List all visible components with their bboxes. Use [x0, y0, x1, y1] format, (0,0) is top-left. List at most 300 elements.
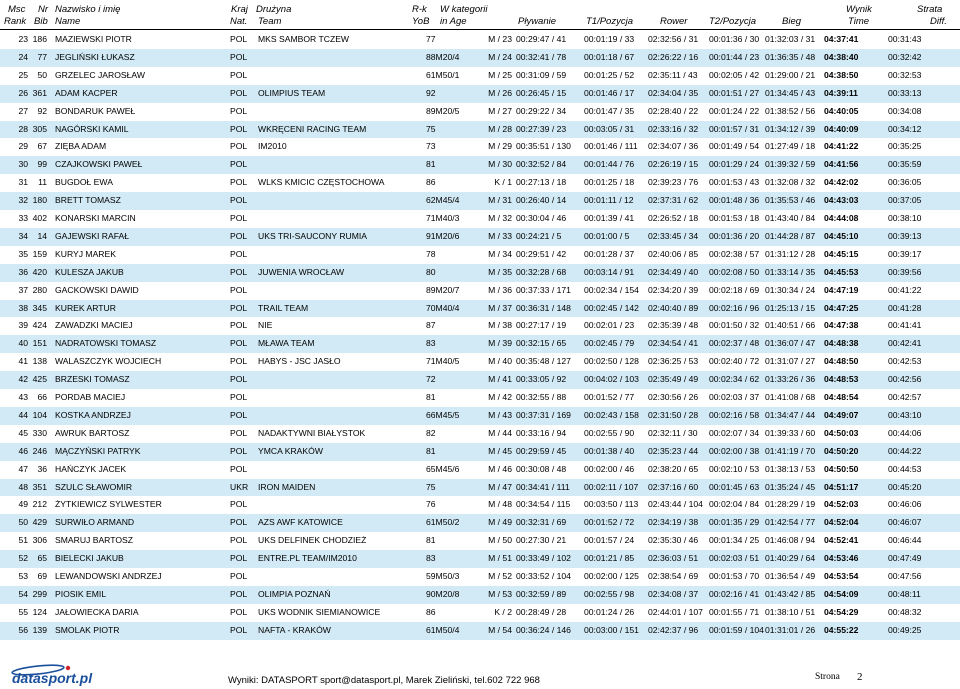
team-name: OLIMPIUS TEAM — [258, 87, 326, 98]
swim-split: 00:33:52 / 104 — [516, 571, 571, 581]
bike-split: 02:31:50 / 28 — [648, 409, 699, 420]
finish-time: 04:41:22 — [824, 141, 859, 152]
swim-split: 00:32:31 / 69 — [516, 517, 567, 528]
bib-cell: 159 — [32, 248, 47, 259]
table-row — [0, 138, 960, 156]
t1-split: 00:03:50 / 113 — [584, 499, 639, 510]
t2-split: 00:01:24 / 22 — [709, 105, 760, 116]
table-row — [0, 622, 960, 640]
rank-cell: 40 — [18, 338, 28, 349]
rank-cell: 56 — [18, 624, 28, 635]
t1-split: 00:02:45 / 142 — [584, 302, 639, 313]
swim-split: 00:32:28 / 68 — [516, 266, 567, 277]
athlete-name: ZAWADZKI MACIEJ — [55, 320, 133, 331]
rank-cell: 44 — [18, 409, 28, 420]
bib-cell: 65 — [37, 553, 47, 564]
nationality: POL — [230, 499, 248, 510]
yob-cell: 86 — [426, 177, 436, 188]
t1-split: 00:01:18 / 67 — [584, 51, 635, 62]
t2-split: 00:01:29 / 24 — [709, 159, 760, 170]
athlete-name: CZAJKOWSKI PAWEŁ — [55, 159, 143, 170]
run-split: 01:29:00 / 21 — [765, 69, 816, 80]
rank-cell: 45 — [18, 427, 28, 438]
finish-time: 04:44:08 — [824, 213, 859, 223]
table-row — [0, 282, 960, 300]
header-name-pl: Nazwisko i imię — [55, 4, 121, 15]
nationality: POL — [230, 105, 248, 116]
bike-split: 02:35:11 / 43 — [648, 69, 698, 80]
team-name: UKS TRI-SAUCONY RUMIA — [258, 230, 368, 241]
finish-time: 04:40:05 — [824, 105, 859, 116]
run-split: 01:28:29 / 19 — [765, 499, 816, 510]
rank-cell: 32 — [18, 195, 28, 206]
rank-cell: 43 — [18, 392, 28, 402]
bib-cell: 429 — [32, 517, 47, 528]
yob-cell: 89M20/7 — [426, 284, 460, 295]
age-category-rank: M / 43 — [488, 409, 512, 420]
athlete-name: WALASZCZYK WOJCIECH — [55, 356, 162, 367]
table-row — [0, 67, 960, 85]
t1-split: 00:01:46 / 17 — [584, 87, 635, 98]
age-category-rank: M / 23 — [488, 34, 512, 44]
run-split: 01:41:19 / 70 — [765, 445, 816, 456]
table-row — [0, 425, 960, 443]
age-category-rank: M / 29 — [488, 141, 512, 152]
table-row — [0, 300, 960, 318]
bike-split: 02:34:20 / 39 — [648, 284, 699, 295]
table-row — [0, 550, 960, 568]
run-split: 01:36:35 / 48 — [765, 51, 816, 62]
rank-cell: 49 — [18, 499, 28, 510]
rank-cell: 27 — [18, 105, 28, 116]
swim-split: 00:33:49 / 102 — [516, 553, 571, 564]
bib-cell: 138 — [32, 356, 47, 367]
header-inage: in Age — [440, 16, 467, 27]
bib-cell: 11 — [38, 177, 47, 188]
table-row — [0, 479, 960, 497]
swim-split: 00:29:47 / 41 — [516, 34, 567, 44]
athlete-name: BRZESKI TOMASZ — [55, 374, 130, 385]
t1-split: 00:01:25 / 52 — [584, 69, 635, 80]
time-difference: 00:48:11 — [888, 588, 921, 599]
t2-split: 00:02:38 / 57 — [709, 248, 760, 259]
t1-split: 00:02:11 / 107 — [584, 481, 639, 492]
time-difference: 00:46:06 — [888, 499, 922, 510]
swim-split: 00:26:40 / 14 — [516, 195, 567, 206]
bike-split: 02:33:45 / 34 — [648, 230, 699, 241]
bike-split: 02:38:54 / 69 — [648, 571, 699, 581]
age-category-rank: M / 31 — [488, 195, 512, 206]
t1-split: 00:01:57 / 24 — [584, 535, 635, 546]
swim-split: 00:37:33 / 171 — [516, 284, 571, 295]
nationality: POL — [230, 338, 248, 349]
table-row — [0, 496, 960, 514]
bike-split: 02:35:39 / 48 — [648, 320, 699, 331]
table-row — [0, 353, 960, 371]
header-bieg: Bieg — [782, 16, 802, 27]
athlete-name: SURWIŁO ARMAND — [55, 517, 135, 528]
finish-time: 04:55:22 — [824, 624, 859, 635]
nationality: POL — [230, 535, 248, 546]
athlete-name: KUREK ARTUR — [55, 302, 116, 313]
nationality: POL — [230, 69, 248, 80]
athlete-name: KURYJ MAREK — [55, 248, 116, 259]
athlete-name: KULESZA JAKUB — [55, 266, 124, 277]
yob-cell: 83 — [426, 553, 436, 564]
bib-cell: 420 — [32, 266, 47, 277]
header-rower: Rower — [660, 16, 688, 27]
rank-cell: 47 — [18, 463, 28, 474]
athlete-name: BUGDOŁ EWA — [55, 177, 113, 188]
bike-split: 02:28:40 / 22 — [648, 105, 699, 116]
time-difference: 00:34:12 — [888, 123, 922, 134]
finish-time: 04:45:15 — [824, 248, 859, 259]
rank-cell: 41 — [18, 356, 28, 367]
yob-cell: 62M45/4 — [426, 195, 460, 206]
table-row — [0, 568, 960, 586]
age-category-rank: M / 41 — [488, 374, 512, 385]
yob-cell: 81 — [426, 392, 436, 402]
team-name: UKS WODNIK SIEMIANOWICE — [258, 606, 381, 617]
header-msc: Msc — [8, 4, 26, 15]
finish-time: 04:50:50 — [824, 463, 859, 474]
nationality: POL — [230, 409, 248, 420]
t2-split: 00:01:57 / 31 — [709, 123, 760, 134]
t1-split: 00:03:00 / 151 — [584, 624, 639, 635]
swim-split: 00:24:21 / 5 — [516, 230, 562, 241]
t1-split: 00:01:39 / 41 — [584, 213, 635, 223]
t1-split: 00:01:19 / 33 — [584, 34, 635, 44]
athlete-name: JAŁOWIECKA DARIA — [55, 606, 139, 617]
athlete-name: PORDAB MACIEJ — [55, 392, 126, 402]
age-category-rank: K / 1 — [494, 177, 512, 188]
bib-cell: 66 — [37, 392, 47, 402]
run-split: 01:36:07 / 47 — [765, 338, 816, 349]
athlete-name: ŻYTKIEWICZ SYLWESTER — [55, 499, 162, 510]
t2-split: 00:02:40 / 72 — [709, 356, 760, 367]
swim-split: 00:32:55 / 88 — [516, 392, 567, 402]
finish-time: 04:48:54 — [824, 392, 859, 402]
nationality: POL — [230, 87, 248, 98]
nationality: POL — [230, 517, 248, 528]
t2-split: 00:01:34 / 25 — [709, 535, 760, 546]
rank-cell: 34 — [18, 230, 28, 241]
team-name: NIE — [258, 320, 273, 331]
rank-cell: 42 — [18, 374, 28, 385]
yob-cell: 89M20/5 — [426, 105, 460, 116]
bib-cell: 69 — [37, 571, 47, 581]
athlete-name: PIOSIK EMIL — [55, 588, 107, 599]
bib-cell: 299 — [32, 588, 47, 599]
age-category-rank: M / 50 — [488, 535, 512, 546]
team-name: NADAKTYWNI BIAŁYSTOK — [258, 427, 366, 438]
nationality: POL — [230, 51, 248, 62]
rank-cell: 53 — [18, 571, 28, 581]
team-name: AZS AWF KATOWICE — [258, 517, 343, 528]
t2-split: 00:01:48 / 36 — [709, 195, 760, 206]
t2-split: 00:02:18 / 69 — [709, 284, 760, 295]
yob-cell: 61M50/2 — [426, 517, 460, 528]
bib-cell: 67 — [37, 141, 47, 152]
t2-split: 00:02:16 / 96 — [709, 302, 760, 313]
time-difference: 00:42:41 — [888, 338, 922, 349]
run-split: 01:27:49 / 18 — [765, 141, 816, 152]
header-nat: Nat. — [230, 16, 248, 27]
table-row — [0, 389, 960, 407]
run-split: 01:35:53 / 46 — [765, 195, 816, 206]
rank-cell: 25 — [18, 69, 28, 80]
age-category-rank: M / 44 — [488, 427, 512, 438]
bib-cell: 180 — [32, 195, 47, 206]
t2-split: 00:02:03 / 37 — [709, 392, 760, 402]
run-split: 01:32:03 / 31 — [765, 34, 816, 44]
header-druzyna: Drużyna — [256, 4, 292, 15]
age-category-rank: M / 33 — [488, 230, 512, 241]
rank-cell: 39 — [18, 320, 28, 331]
team-name: NAFTA - KRAKÓW — [258, 624, 331, 635]
bib-cell: 77 — [37, 51, 47, 62]
bike-split: 02:37:31 / 62 — [648, 195, 699, 206]
time-difference: 00:45:20 — [888, 481, 922, 492]
nationality: POL — [230, 34, 248, 44]
finish-time: 04:48:53 — [824, 374, 859, 385]
bib-cell: 36 — [37, 463, 47, 474]
bib-cell: 212 — [32, 499, 47, 510]
yob-cell: 71M40/3 — [426, 213, 460, 223]
swim-split: 00:34:41 / 111 — [516, 481, 570, 492]
swim-split: 00:29:59 / 45 — [516, 445, 567, 456]
swim-split: 00:33:16 / 94 — [516, 427, 567, 438]
age-category-rank: M / 48 — [488, 499, 512, 510]
rank-cell: 36 — [18, 266, 28, 277]
run-split: 01:46:08 / 94 — [765, 535, 816, 546]
yob-cell: 80 — [426, 266, 436, 277]
bib-cell: 424 — [32, 320, 47, 331]
t1-split: 00:01:47 / 35 — [584, 105, 635, 116]
finish-time: 04:48:38 — [824, 338, 859, 349]
age-category-rank: M / 32 — [488, 213, 512, 223]
athlete-name: GACKOWSKI DAWID — [55, 284, 139, 295]
run-split: 01:31:01 / 26 — [765, 624, 816, 635]
nationality: POL — [230, 624, 248, 635]
age-category-rank: M / 40 — [488, 356, 512, 367]
nationality: POL — [230, 266, 248, 277]
t1-split: 00:01:52 / 77 — [584, 392, 635, 402]
nationality: POL — [230, 302, 248, 313]
swim-split: 00:33:05 / 92 — [516, 374, 567, 385]
team-name: ENTRE.PL TEAM/IM2010 — [258, 553, 357, 564]
rank-cell: 54 — [18, 588, 28, 599]
time-difference: 00:48:32 — [888, 606, 922, 617]
bib-cell: 104 — [32, 409, 47, 420]
t2-split: 00:02:10 / 53 — [709, 463, 760, 474]
nationality: POL — [230, 392, 248, 402]
nationality: POL — [230, 374, 248, 385]
swim-split: 00:36:31 / 148 — [516, 302, 571, 313]
finish-time: 04:52:03 — [824, 499, 859, 510]
bib-cell: 351 — [32, 481, 47, 492]
time-difference: 00:47:49 — [888, 553, 922, 564]
nationality: POL — [230, 159, 248, 170]
athlete-name: JEGLIŃSKI ŁUKASZ — [55, 51, 135, 62]
athlete-name: MĄCZYŃSKI PATRYK — [55, 445, 141, 456]
t1-split: 00:01:00 / 5 — [584, 230, 630, 241]
run-split: 01:44:28 / 87 — [765, 230, 816, 241]
bike-split: 02:30:56 / 26 — [648, 392, 699, 402]
athlete-name: ADAM KACPER — [55, 87, 118, 98]
t1-split: 00:01:44 / 76 — [584, 159, 635, 170]
team-name: IM2010 — [258, 141, 287, 152]
team-name: MKS SAMBOR TCZEW — [258, 34, 350, 44]
time-difference: 00:42:56 — [888, 374, 922, 385]
bike-split: 02:35:23 / 44 — [648, 445, 699, 456]
yob-cell: 91M20/6 — [426, 230, 460, 241]
rank-cell: 30 — [18, 159, 28, 170]
header-plywanie: Pływanie — [518, 16, 557, 27]
header-team: Team — [258, 16, 282, 27]
header-nr: Nr — [38, 4, 49, 15]
rank-cell: 28 — [18, 123, 28, 134]
finish-time: 04:40:09 — [824, 123, 859, 134]
team-name: UKS DELFINEK CHODZIEŻ — [258, 535, 367, 546]
yob-cell: 75 — [426, 481, 436, 492]
table-row — [0, 103, 960, 121]
bike-split: 02:36:03 / 51 — [648, 553, 699, 564]
swim-split: 00:29:51 / 42 — [516, 248, 567, 259]
time-difference: 00:46:44 — [888, 535, 922, 546]
yob-cell: 61M50/1 — [426, 69, 460, 80]
athlete-name: GAJEWSKI RAFAŁ — [55, 230, 130, 241]
time-difference: 00:43:10 — [888, 409, 922, 420]
run-split: 01:40:29 / 64 — [765, 553, 816, 564]
yob-cell: 81 — [426, 535, 436, 546]
team-name: TRAIL TEAM — [258, 302, 309, 313]
bib-cell: 306 — [32, 535, 47, 546]
t1-split: 00:02:45 / 79 — [584, 338, 635, 349]
run-split: 01:30:34 / 24 — [765, 284, 816, 295]
t2-split: 00:02:34 / 62 — [709, 374, 760, 385]
time-difference: 00:41:28 — [888, 302, 922, 313]
rank-cell: 33 — [18, 213, 28, 223]
bike-split: 02:42:37 / 96 — [648, 624, 699, 635]
t2-split: 00:01:49 / 54 — [709, 141, 760, 152]
nationality: POL — [230, 177, 248, 188]
header-divider — [0, 29, 960, 30]
page-footer — [0, 660, 960, 689]
athlete-name: GRZELEC JAROSŁAW — [55, 69, 145, 80]
age-category-rank: M / 24 — [488, 51, 512, 62]
athlete-name: NAGÓRSKI KAMIL — [55, 123, 129, 134]
age-category-rank: M / 53 — [488, 588, 512, 599]
t1-split: 00:01:21 / 85 — [584, 553, 635, 564]
time-difference: 00:44:22 — [888, 445, 922, 456]
age-category-rank: M / 46 — [488, 463, 512, 474]
bike-split: 02:34:54 / 41 — [648, 338, 699, 349]
finish-time: 04:52:41 — [824, 535, 859, 546]
age-category-rank: M / 37 — [488, 302, 512, 313]
yob-cell: 78 — [426, 248, 436, 259]
table-row — [0, 49, 960, 67]
time-difference: 00:41:22 — [888, 284, 922, 295]
table-header — [0, 0, 960, 30]
athlete-name: SMARUJ BARTOSZ — [55, 535, 133, 546]
t2-split: 00:02:16 / 58 — [709, 409, 760, 420]
team-name: IRON MAIDEN — [258, 481, 316, 492]
finish-time: 04:48:50 — [824, 356, 859, 367]
rank-cell: 26 — [18, 87, 28, 98]
t1-split: 00:01:25 / 18 — [584, 177, 635, 188]
time-difference: 00:46:07 — [888, 517, 922, 528]
age-category-rank: M / 47 — [488, 481, 512, 492]
t1-split: 00:02:01 / 23 — [584, 320, 635, 331]
bib-cell: 139 — [32, 624, 47, 635]
t1-split: 00:02:43 / 158 — [584, 409, 639, 420]
header-time: Time — [848, 16, 870, 27]
age-category-rank: M / 38 — [488, 320, 512, 331]
rank-cell: 31 — [18, 177, 28, 188]
header-rk: R-k — [412, 4, 427, 15]
run-split: 01:31:07 / 27 — [765, 356, 816, 367]
age-category-rank: M / 49 — [488, 517, 512, 528]
table-row — [0, 461, 960, 479]
nationality: POL — [230, 463, 248, 474]
bib-cell: 280 — [32, 284, 47, 295]
bib-cell: 99 — [37, 159, 47, 170]
header-bib: Bib — [34, 16, 48, 27]
time-difference: 00:31:43 — [888, 34, 922, 44]
swim-split: 00:31:09 / 59 — [516, 69, 567, 80]
time-difference: 00:35:59 — [888, 159, 922, 170]
run-split: 01:38:10 / 51 — [765, 606, 816, 617]
yob-cell: 81 — [426, 159, 436, 170]
finish-time: 04:49:07 — [824, 409, 859, 420]
nationality: POL — [230, 195, 248, 206]
time-difference: 00:47:56 — [888, 571, 922, 581]
finish-time: 04:53:46 — [824, 553, 859, 564]
time-difference: 00:44:53 — [888, 463, 922, 474]
header-wkat: W kategorii — [440, 4, 488, 15]
age-category-rank: M / 52 — [488, 571, 512, 581]
bike-split: 02:36:25 / 53 — [648, 356, 699, 367]
nationality: POL — [230, 141, 248, 152]
t2-split: 00:01:36 / 30 — [709, 34, 760, 44]
yob-cell: 66M45/5 — [426, 409, 460, 420]
time-difference: 00:39:13 — [888, 230, 922, 241]
table-row — [0, 514, 960, 532]
bib-cell: 246 — [32, 445, 47, 456]
age-category-rank: M / 45 — [488, 445, 512, 456]
t1-split: 00:01:28 / 37 — [584, 248, 635, 259]
swim-split: 00:35:51 / 130 — [516, 141, 571, 152]
header-diff: Diff. — [930, 16, 947, 27]
finish-time: 04:42:02 — [824, 177, 859, 188]
finish-time: 04:51:17 — [824, 481, 859, 492]
run-split: 01:39:32 / 59 — [765, 159, 816, 170]
nationality: POL — [230, 213, 248, 223]
t1-split: 00:04:02 / 103 — [584, 374, 639, 385]
run-split: 01:32:08 / 32 — [765, 177, 816, 188]
team-name: JUWENIA WROCŁAW — [258, 266, 345, 277]
nationality: UKR — [230, 481, 249, 492]
swim-split: 00:27:13 / 18 — [516, 177, 567, 188]
rank-cell: 35 — [18, 248, 28, 259]
bib-cell: 92 — [37, 105, 47, 116]
nationality: POL — [230, 320, 248, 331]
bib-cell: 14 — [37, 230, 47, 241]
run-split: 01:43:42 / 85 — [765, 588, 816, 599]
run-split: 01:33:14 / 35 — [765, 266, 816, 277]
header-t2: T2/Pozycja — [709, 16, 756, 27]
